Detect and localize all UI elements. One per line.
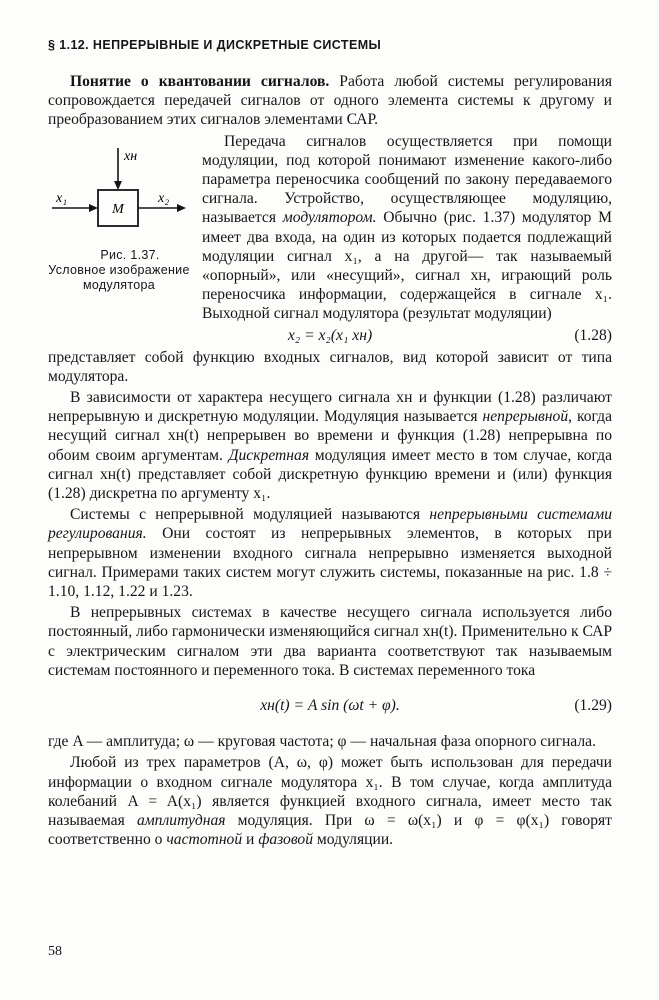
modulator-diagram [48, 134, 190, 248]
page-content [48, 34, 612, 849]
paragraph-8: Любой из трех параметров (A, ω, φ) может быть использован для передачи информации о входном сигнале модулятора x₁. В том случае, когда амплитуда колебаний A = A(x₁) является функцией входного сигнала, имеет место так называемая амплитудная модуляция. При ω = ω(x₁) и φ = φ(x₁) говорят соответственно о частотной и фазовой модуляции. [48, 754, 612, 849]
figure-caption: Рис. 1.37. Условное изображение модулятора [48, 247, 190, 292]
figure-modulator [48, 134, 190, 312]
input-arrow-head [89, 204, 98, 212]
paragraph-2: M xн x₁ x₂ Рис. 1.37. Условное изображение модулятора Передача сигналов осуществляется при помощи модуляции, под которой понимают изменение какого-либо параметра переносчика сообщений по закону передаваемого сигнала. Устройство, осуществляющее модуляцию, называется модулятором. Обычно (рис. 1.37) модулятор М имеет два входа, на один из которых подается подлежащий модуляции сигнал x₁, а на другой— так называемый «опорный», или «несущий», сигнал xн, играющий роль переносчика информации, содержащейся в сигнале x₁. Выходной сигнал модулятора (результат модуляции) [48, 132, 612, 323]
formula-1-29-expr: xн(t) = A sin (ωt + φ). [260, 697, 400, 715]
paragraph-1: Понятие о квантовании сигналов. Работа любой системы регулирования сопровождается передачей сигналов от одного элемента системы к другому и преобразованием этих сигналов элементами САР. [48, 73, 612, 129]
formula-1-28 [48, 324, 612, 348]
section-heading: § 1.12. НЕПРЕРЫВНЫЕ И ДИСКРЕТНЫЕ СИСТЕМЫ [48, 38, 382, 52]
formula-1-28-expr: x₂ = x₂(x₁ xн) [287, 326, 373, 344]
paragraph-7: где A — амплитуда; ω — круговая частота; φ — начальная фаза опорного сигнала. [48, 733, 596, 751]
input-label: x₁ [56, 190, 68, 206]
paragraph-5: Системы с непрерывной модуляцией называются непрерывными системами регулирования. Они состоят из непрерывных элементов, в которых при непрерывном изменении входного сигнала непрерывно изменяется выходной сигнал. Примерами таких систем могут служить системы, показанные на рис. 1.8 ÷ 1.10, 1.12, 1.22 и 1.23. [48, 506, 612, 601]
output-label: x₂ [158, 190, 170, 206]
carrier-arrow-head [114, 181, 122, 190]
paragraph-4: В зависимости от характера несущего сигнала xн и функции (1.28) различают непрерывную и дискретную модуляции. Модуляция называется непрерывной, когда несущий сигнал xн(t) непрерывен во времени и функция (1.28) непрерывна по обоим своим аргументам. Дискретная модуляция имеет место в том случае, когда сигнал xн(t) представляет собой дискретную функцию времени и (или) функция (1.28) дискретна по аргументу x₁. [48, 389, 613, 503]
formula-1-28-number: (1.28) [574, 326, 612, 344]
carrier-label: xн [124, 148, 138, 164]
term-modulator: модулятором. [282, 209, 377, 227]
block-label: M [112, 201, 124, 217]
formula-1-29-number: (1.29) [574, 697, 612, 715]
paragraph-lead: Понятие о квантовании сигналов. [70, 73, 330, 90]
formula-1-29 [48, 694, 612, 718]
output-arrow-head [177, 204, 186, 212]
page-number: 58 [48, 944, 62, 959]
paragraph-3: представляет собой функцию входных сигналов, вид которой зависит от типа модулятора. [48, 348, 612, 385]
paragraph-6: В непрерывных системах в качестве несущего сигнала используется либо постоянный, либо гармонически изменяющийся сигнал xн(t). Применительно к САР с электрическим сигналом эти два варианта соответствуют так называемым системам постоянного и переменного тока. В системах переменного тока [48, 604, 612, 679]
